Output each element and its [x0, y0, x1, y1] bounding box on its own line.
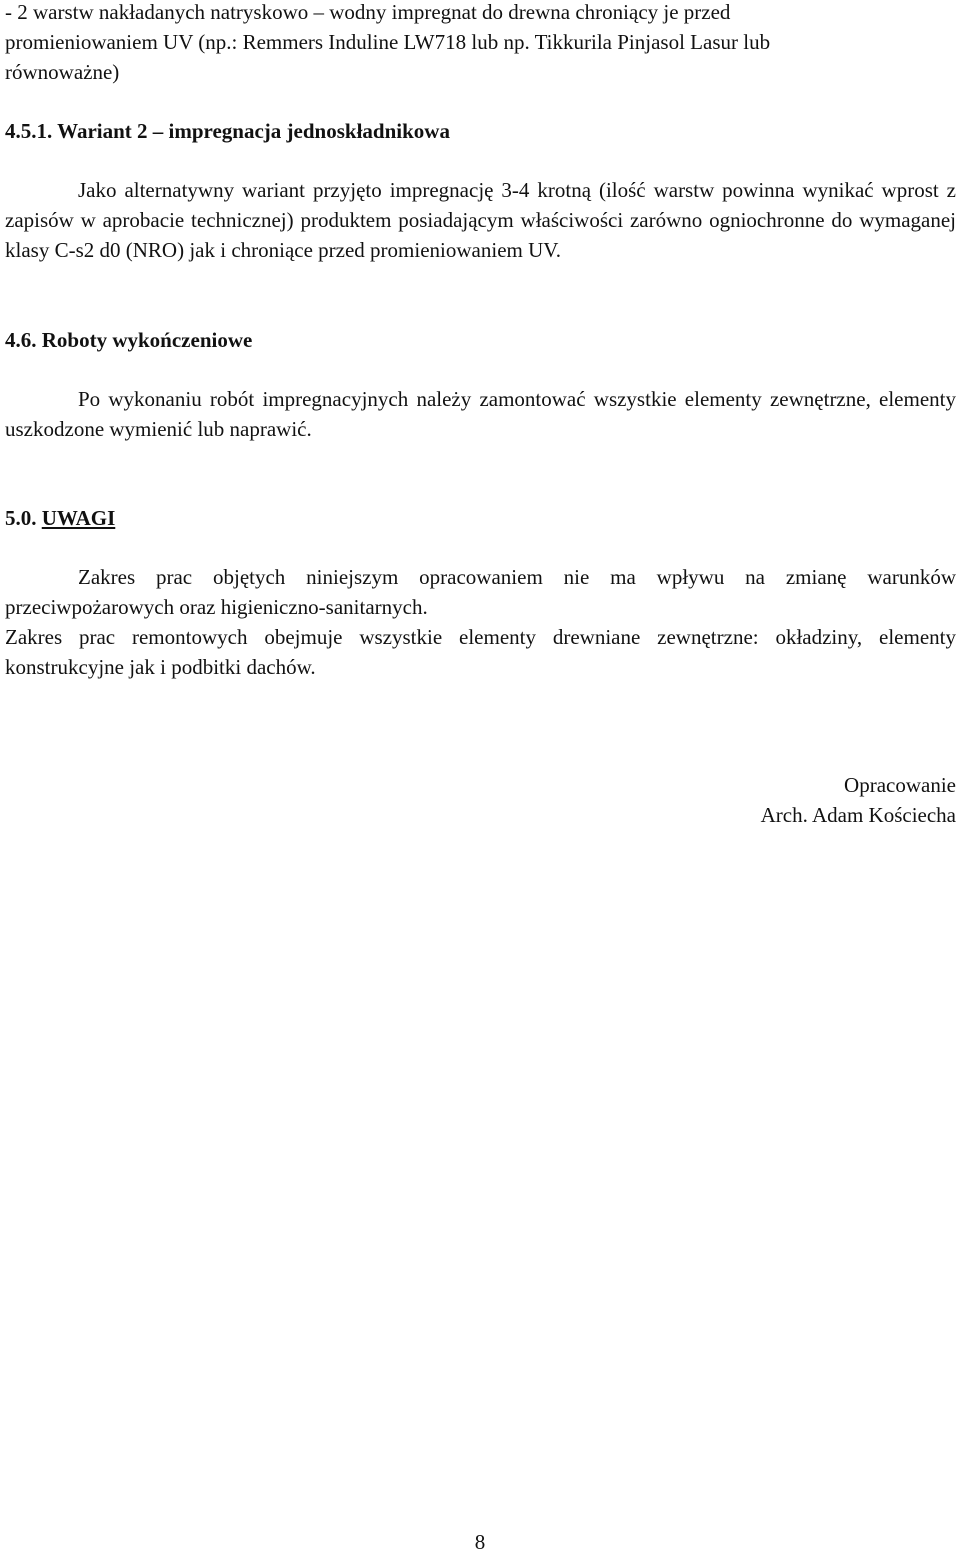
section-4-6-heading: 4.6. Roboty wykończeniowe	[5, 328, 253, 352]
section-4-5-1-heading: 4.5.1. Wariant 2 – impregnacja jednoskładnikowa	[5, 119, 450, 143]
section-5-0-paragraph-2: Zakres prac remontowych obejmuje wszystkie elementy drewniane zewnętrzne: okładziny, elementy konstrukcyjne jak i podbitki dachów.	[5, 625, 956, 679]
intro-line-3: równoważne)	[5, 60, 120, 84]
signature-name: Arch. Adam Kościecha	[760, 803, 956, 827]
section-4-6-body: Po wykonaniu robót impregnacyjnych należy zamontować wszystkie elementy zewnętrzne, elementy uszkodzone wymienić lub naprawić.	[5, 387, 956, 441]
page-number: 8	[474, 1530, 486, 1554]
section-5-0-number: 5.0.	[5, 506, 37, 530]
section-5-0-paragraph-1: Zakres prac objętych niniejszym opracowaniem nie ma wpływu na zmianę warunków przeciwpożarowych oraz higieniczno-sanitarnych.	[5, 565, 956, 619]
section-5-0-title: UWAGI	[41, 506, 116, 530]
intro-line-2: promieniowaniem UV (np.: Remmers Induline LW718 lub np. Tikkurila Pinjasol Lasur lub	[5, 30, 771, 54]
signature-label: Opracowanie	[844, 773, 956, 797]
section-4-5-1-body: Jako alternatywny wariant przyjęto impregnację 3-4 krotną (ilość warstw powinna wynikać wprost z zapisów w aprobacie technicznej) produktem posiadającym właściwości zarówno ogniochronne do wymaganej klasy C-s2 d0 (NRO) jak i chroniące przed promieniowaniem UV.	[5, 178, 956, 262]
intro-line-1: - 2 warstw nakładanych natryskowo – wodny impregnat do drewna chroniący je przed	[5, 0, 731, 24]
section-5-0-heading	[5, 503, 115, 533]
